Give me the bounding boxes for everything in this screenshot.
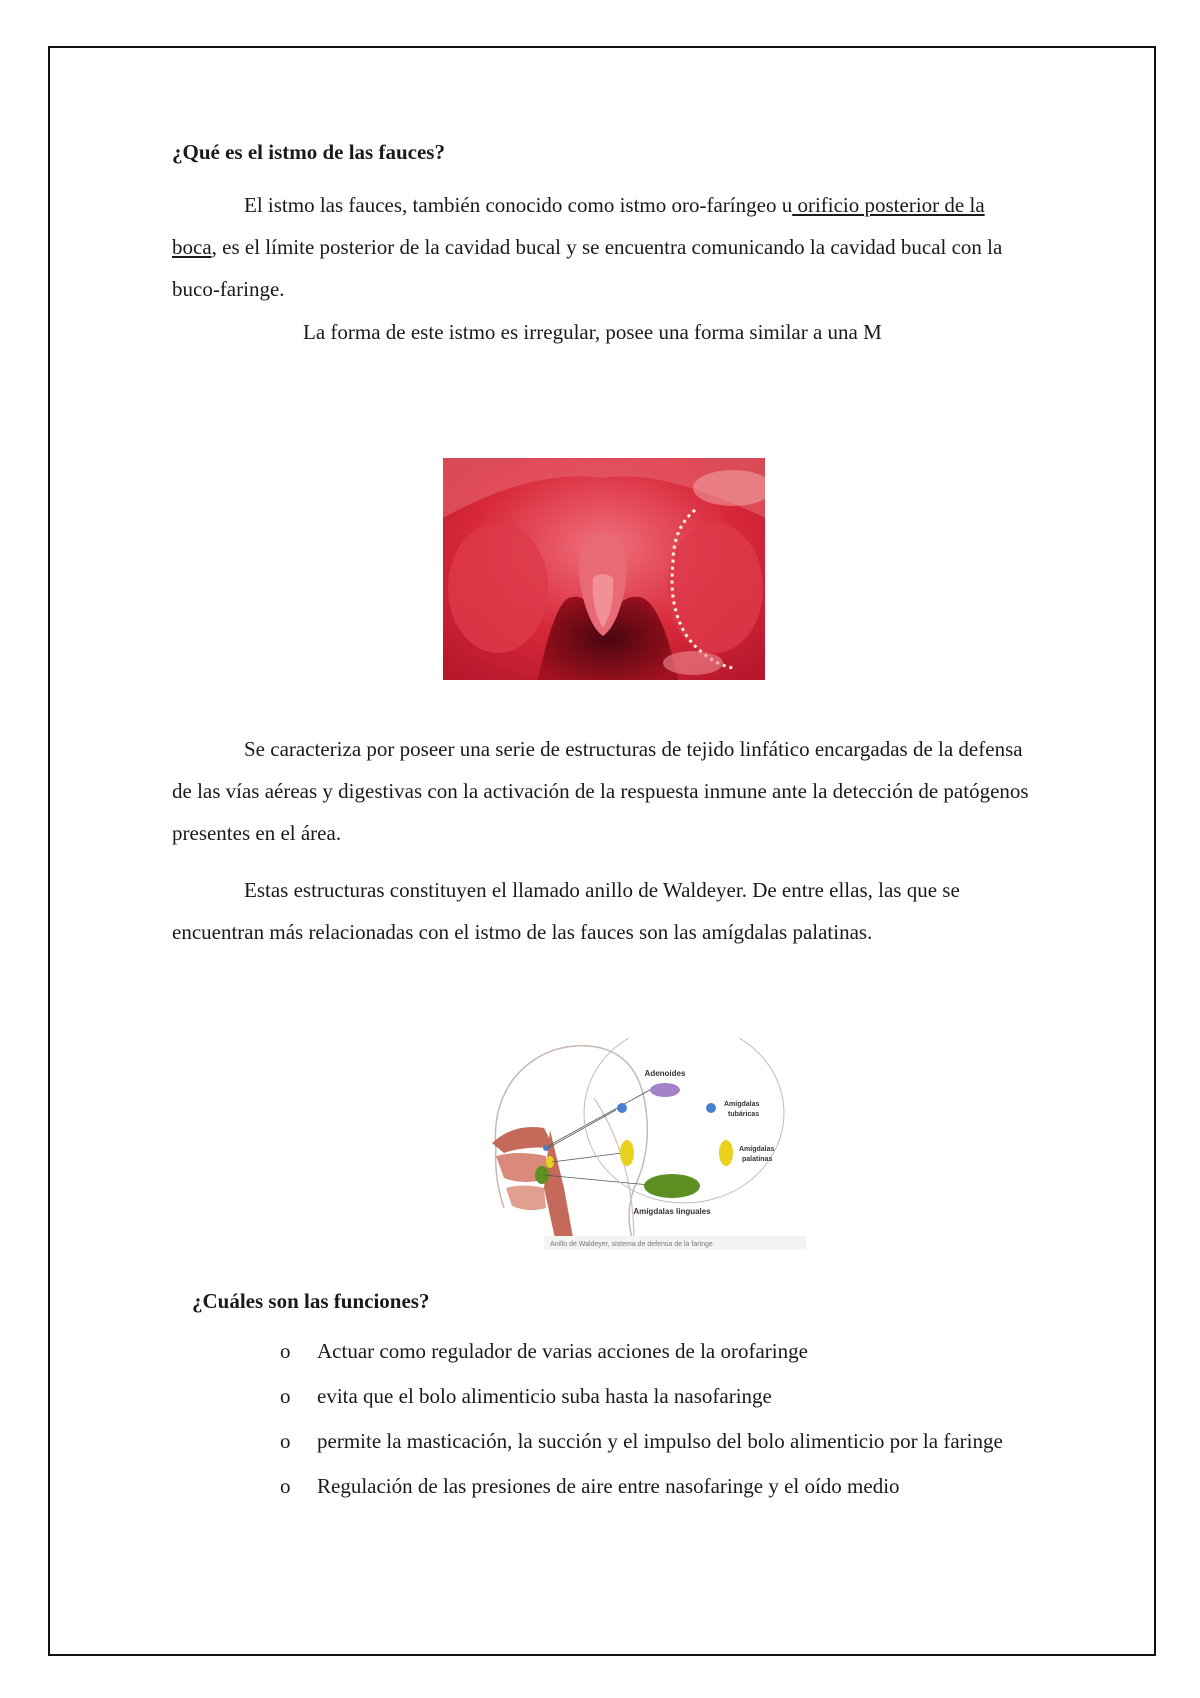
tubaricas-left-marker	[617, 1103, 627, 1113]
list-item	[280, 1375, 1040, 1417]
section-title-funciones: ¿Cuáles son las funciones?	[192, 1289, 430, 1313]
paragraph-tejido-linfatico: Se caracteriza por poseer una serie de estructuras de tejido linfático encargadas de la defensa de las vías aéreas y digestivas con la activación de la respuesta inmune ante la detección de patógenos presentes en el área.	[172, 737, 1029, 845]
label-linguales: Amígdalas linguales	[633, 1207, 711, 1216]
paragraph-definition	[172, 184, 1032, 310]
list-item	[280, 1465, 1040, 1507]
list-item	[280, 1330, 1040, 1372]
label-palatinas-2: palatinas	[742, 1156, 773, 1163]
paragraph-forma-m: La forma de este istmo es irregular, posee una forma similar a una M	[303, 320, 882, 344]
list-item	[280, 1420, 1040, 1462]
list-item-text: Actuar como regulador de varias acciones de la orofaringe	[317, 1339, 808, 1363]
section-title-que-es: ¿Qué es el istmo de las fauces?	[172, 140, 445, 164]
tubaricas-right-marker	[706, 1103, 716, 1113]
label-adenoides: Adenoides	[644, 1069, 686, 1078]
palatinas-right-marker	[719, 1140, 733, 1166]
throat-photo	[443, 458, 765, 680]
palatinas-left-marker	[620, 1140, 634, 1166]
linguales-marker	[644, 1174, 700, 1198]
label-tubaricas-2: tubáricas	[728, 1111, 760, 1118]
funciones-list	[280, 1330, 1040, 1510]
bullet-circle: o	[280, 1339, 291, 1363]
bullet-circle: o	[280, 1429, 291, 1453]
definition-text-a: El istmo las fauces, también conocido como istmo oro-faríngeo u	[244, 193, 793, 217]
label-tubaricas-1: Amígdalas	[724, 1101, 760, 1108]
label-palatinas-1: Amígdalas	[739, 1146, 775, 1153]
list-item-text: Regulación de las presiones de aire entre nasofaringe y el oído medio	[317, 1474, 900, 1498]
definition-text-b: , es el límite posterior de la cavidad bucal y se encuentra comunicando la cavidad bucal con la buco-faringe.	[172, 235, 1003, 301]
bullet-circle: o	[280, 1384, 291, 1408]
list-item-text: evita que el bolo alimenticio suba hasta la nasofaringe	[317, 1384, 772, 1408]
diagram-caption: Anillo de Waldeyer, sistema de defensa de la faringe	[550, 1241, 713, 1248]
definition-underlined-term: orificio posterior de la boca	[172, 193, 985, 259]
throat-photo-illustration	[443, 458, 765, 680]
waldeyer-diagram-svg	[484, 1038, 808, 1252]
paragraph-anillo-waldeyer: Estas estructuras constituyen el llamado anillo de Waldeyer. De entre ellas, las que se encuentran más relacionadas con el istmo de las fauces son las amígdalas palatinas.	[172, 878, 960, 944]
bullet-circle: o	[280, 1474, 291, 1498]
waldeyer-diagram	[484, 1038, 808, 1252]
adenoides-marker	[650, 1083, 680, 1097]
list-item-text: permite la masticación, la succión y el impulso del bolo alimenticio por la faringe	[317, 1429, 1003, 1453]
